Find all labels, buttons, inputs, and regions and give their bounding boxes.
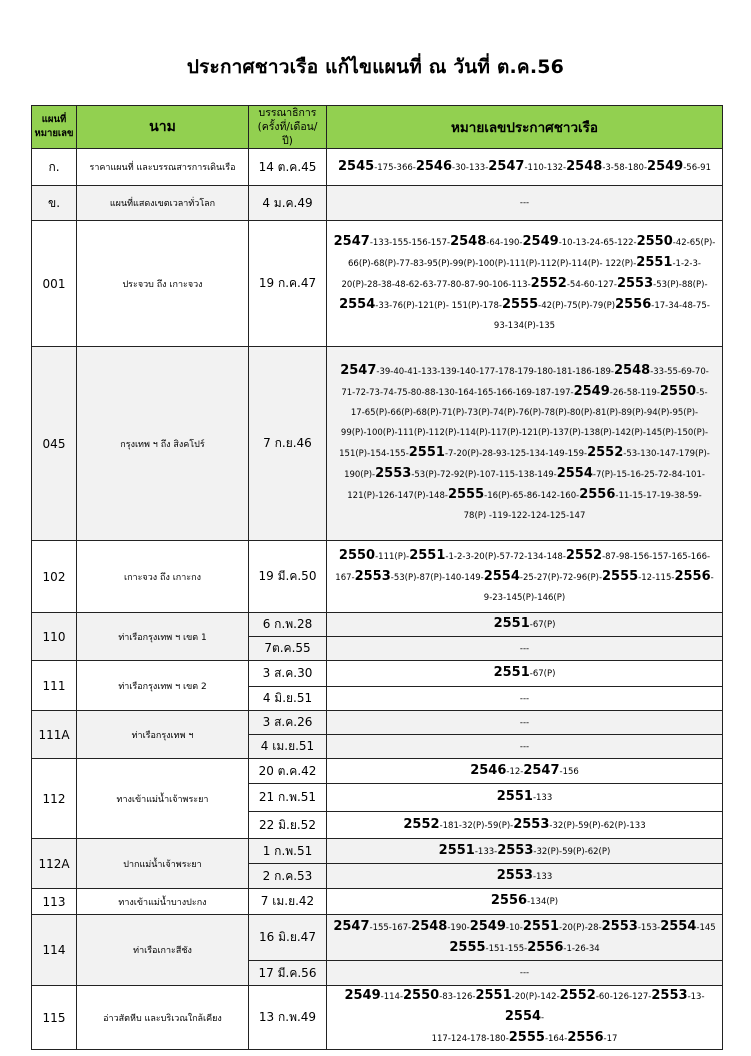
notice-numbers-cell xyxy=(327,812,723,839)
notice-year: 2549 xyxy=(573,384,610,399)
map-number: ก. xyxy=(32,149,77,186)
notice-table xyxy=(31,105,723,1050)
table-row xyxy=(32,221,723,347)
map-number: 115 xyxy=(32,986,77,1050)
notice-numbers: --- xyxy=(519,968,530,978)
notice-year: 2546 xyxy=(470,762,507,778)
notice-year: 2554 xyxy=(483,568,520,584)
notice-numbers-cell xyxy=(327,864,723,889)
notice-numbers: -151-155- xyxy=(485,943,528,954)
notice-numbers-cell xyxy=(327,759,723,784)
notice-numbers: -10-13-24-65-122- xyxy=(558,237,637,248)
map-number: 102 xyxy=(32,541,77,613)
notice-numbers: -83-126- xyxy=(439,992,476,1002)
notice-numbers-cell xyxy=(327,149,723,186)
notice-year: 2550 xyxy=(403,988,440,1003)
notice-numbers: - xyxy=(541,1013,545,1023)
notice-numbers: -26-58-119- xyxy=(609,388,660,398)
map-number: 113 xyxy=(32,889,77,915)
notice-numbers: -1-26-34 xyxy=(563,943,600,954)
notice-numbers-cell xyxy=(327,915,723,961)
notice-numbers: -7(P)-15-16-25-72-84-101- xyxy=(592,470,705,480)
notice-line xyxy=(331,464,718,485)
notice-line xyxy=(331,316,718,336)
notice-year: 2555 xyxy=(447,487,485,502)
notice-line xyxy=(331,443,718,464)
edition-date: 20 ต.ค.42 xyxy=(249,759,327,784)
notice-numbers: -5- xyxy=(696,388,708,398)
notice-year: 2547 xyxy=(333,233,370,249)
notice-numbers: -60-126-127- xyxy=(595,992,652,1002)
notice-numbers: 117-124-178-180- xyxy=(431,1034,509,1044)
notice-year: 2554 xyxy=(339,296,376,312)
notice-year: 2549 xyxy=(469,918,506,934)
chart-name: ท่าเรือกรุงเทพ ฯ xyxy=(77,711,249,759)
notice-year: 2553 xyxy=(496,867,533,883)
notice-year: 2548 xyxy=(450,233,487,249)
map-number: ข. xyxy=(32,186,77,221)
notice-numbers: 78(P) -119-122-124-125-147 xyxy=(463,511,586,521)
notice-line xyxy=(331,193,718,213)
edition-date: 14 ต.ค.45 xyxy=(249,149,327,186)
notice-year: 2547 xyxy=(488,158,525,174)
notice-numbers: -20(P)-142- xyxy=(511,992,560,1002)
notice-numbers: --- xyxy=(519,693,530,704)
notice-numbers: 66(P)-68(P)-77-83-95(P)-99(P)-100(P)-111(P)-112(P)-114(P)- 122(P)- xyxy=(348,258,637,269)
notice-numbers: -10- xyxy=(505,922,523,933)
notice-numbers-cell xyxy=(327,784,723,812)
notice-year: 2550 xyxy=(659,384,697,399)
notice-numbers: 151(P)-154-155- xyxy=(339,449,409,459)
edition-date: 17 มี.ค.56 xyxy=(249,961,327,986)
edition-date: 4 มิ.ย.51 xyxy=(249,687,327,711)
notice-line xyxy=(331,689,718,709)
map-number: 111 xyxy=(32,661,77,711)
edition-date: 19 ก.ค.47 xyxy=(249,221,327,347)
notice-numbers: --- xyxy=(519,741,530,752)
notice-line xyxy=(331,787,718,808)
table-row xyxy=(32,186,723,221)
notice-numbers: --- xyxy=(519,198,530,208)
chart-name: ท่าเรือกรุงเทพ ฯ เขต 1 xyxy=(77,613,249,661)
notice-numbers: -1-2-3- xyxy=(672,258,701,269)
notice-numbers: 93-134(P)-135 xyxy=(493,320,556,331)
notice-year: 2553 xyxy=(375,466,412,481)
table-row xyxy=(32,889,723,915)
notice-line xyxy=(331,423,718,443)
edition-date: 21 ก.พ.51 xyxy=(249,784,327,812)
notice-numbers: -42(P)-75(P)-79(P) xyxy=(538,300,616,311)
chart-name: เกาะจวง ถึง เกาะกง xyxy=(77,541,249,613)
notice-year: 2555 xyxy=(508,1030,545,1045)
notice-numbers: -3-58-180- xyxy=(602,162,648,173)
table-row xyxy=(32,613,723,637)
notice-numbers: -53(P)-72-92(P)-107-115-138-149- xyxy=(411,470,557,480)
map-number: 111A xyxy=(32,711,77,759)
chart-name: ปากแม่น้ำเจ้าพระยา xyxy=(77,839,249,889)
table-row xyxy=(32,759,723,784)
edition-date: 4 เม.ย.51 xyxy=(249,735,327,759)
map-number: 110 xyxy=(32,613,77,661)
notice-year: 2550 xyxy=(636,233,673,249)
notice-year: 2554 xyxy=(556,466,593,481)
notice-line xyxy=(331,815,718,836)
notice-numbers-cell xyxy=(327,961,723,986)
notice-numbers: -53(P)-87(P)-140-149- xyxy=(390,572,484,583)
notice-line xyxy=(331,253,718,274)
notice-numbers: 20(P)-28-38-48-62-63-77-80-87-90-106-113- xyxy=(341,279,531,290)
notice-line xyxy=(331,274,718,295)
notice-line xyxy=(331,614,718,635)
notice-numbers-cell xyxy=(327,839,723,864)
notice-numbers-cell xyxy=(327,711,723,735)
notice-numbers: -164- xyxy=(544,1034,568,1044)
table-row xyxy=(32,711,723,735)
notice-line xyxy=(331,737,718,757)
notice-numbers: -181-32(P)-59(P)- xyxy=(439,820,514,831)
notice-year: 2556 xyxy=(527,939,564,955)
edition-date: 7ต.ค.55 xyxy=(249,637,327,661)
notice-line xyxy=(331,713,718,733)
edition-date: 22 มิ.ย.52 xyxy=(249,812,327,839)
notice-numbers: -1-2-3-20(P)-57-72-134-148- xyxy=(445,551,566,562)
notice-numbers: -53(P)-88(P)- xyxy=(653,279,708,290)
notice-numbers: 9-23-145(P)-146(P) xyxy=(483,592,566,603)
notice-numbers: -53-130-147-179(P)- xyxy=(623,449,710,459)
map-number: 112A xyxy=(32,839,77,889)
notice-numbers: -134(P) xyxy=(527,897,559,907)
notice-line xyxy=(331,403,718,423)
notice-line xyxy=(331,588,718,608)
chart-name: แผนที่แสดงเขตเวลาทั่วโลก xyxy=(77,186,249,221)
notice-numbers: -190- xyxy=(447,922,470,933)
notice-year: 2555 xyxy=(602,568,639,584)
notice-numbers: -56-91 xyxy=(683,162,711,173)
notice-numbers: -67(P) xyxy=(529,669,556,679)
notice-year: 2553 xyxy=(601,918,638,934)
notice-year: 2552 xyxy=(403,816,440,832)
notice-numbers: -133 xyxy=(532,793,553,803)
notice-numbers-cell xyxy=(327,637,723,661)
notice-line xyxy=(331,546,718,567)
notice-year: 2553 xyxy=(616,275,654,291)
notice-year: 2554 xyxy=(660,918,697,934)
notice-numbers-cell xyxy=(327,186,723,221)
notice-numbers: 167- xyxy=(335,572,355,583)
notice-year: 2552 xyxy=(559,988,596,1003)
edition-date: 4 ม.ค.49 xyxy=(249,186,327,221)
notice-line xyxy=(331,917,718,938)
edition-date: 3 ส.ค.30 xyxy=(249,661,327,687)
header-notices: หมายเลขประกาศชาวเรือ xyxy=(327,106,723,149)
notice-year: 2556 xyxy=(674,568,711,584)
notice-numbers: 99(P)-100(P)-111(P)-112(P)-114(P)-117(P)-121(P)-137(P)-138(P)-142(P)-145(P)-150(P)- xyxy=(340,428,709,438)
notice-numbers: -39-40-41-133-139-140-177-178-179-180-181-186-189- xyxy=(376,367,615,377)
notice-year: 2548 xyxy=(411,918,448,934)
notice-year: 2551 xyxy=(493,616,530,631)
notice-year: 2556 xyxy=(490,893,528,908)
notice-numbers: -133 xyxy=(532,871,553,882)
chart-name: ท่าเรือกรุงเทพ ฯ เขต 2 xyxy=(77,661,249,711)
notice-year: 2554 xyxy=(504,1009,542,1024)
notice-line xyxy=(331,963,718,983)
notice-numbers-cell xyxy=(327,613,723,637)
notice-year: 2551 xyxy=(636,254,673,270)
notice-line xyxy=(331,986,718,1028)
edition-date: 2 ก.ค.53 xyxy=(249,864,327,889)
notice-year: 2556 xyxy=(615,296,652,312)
notice-year: 2553 xyxy=(497,842,534,858)
notice-line xyxy=(331,841,718,862)
notice-line xyxy=(331,567,718,588)
notice-year: 2547 xyxy=(523,762,560,778)
notice-year: 2552 xyxy=(587,445,624,460)
notice-year: 2551 xyxy=(496,789,533,804)
notice-numbers: -156 xyxy=(559,766,579,777)
notice-year: 2549 xyxy=(522,233,559,249)
notice-numbers-cell xyxy=(327,221,723,347)
table-row xyxy=(32,149,723,186)
notice-numbers-cell xyxy=(327,889,723,915)
notice-line xyxy=(331,382,718,403)
notice-numbers: -33-55-69-70- xyxy=(650,367,709,377)
notice-numbers: -87-98-156-157-165-166- xyxy=(602,551,711,562)
notice-year: 2547 xyxy=(333,918,370,934)
notice-year: 2551 xyxy=(408,445,445,460)
notice-numbers: -67(P) xyxy=(529,620,556,630)
notice-year: 2555 xyxy=(449,939,486,955)
notice-numbers-cell xyxy=(327,541,723,613)
table-row xyxy=(32,915,723,961)
notice-numbers: - xyxy=(710,572,714,583)
notice-year: 2555 xyxy=(501,296,539,312)
edition-date: 7 ก.ย.46 xyxy=(249,347,327,541)
notice-numbers: -25-27(P)-72-96(P)- xyxy=(519,572,603,583)
notice-numbers-cell xyxy=(327,347,723,541)
notice-numbers-cell xyxy=(327,986,723,1050)
notice-numbers: -13- xyxy=(687,992,705,1002)
notice-numbers: -12-115- xyxy=(638,572,675,583)
notice-numbers: -111(P)- xyxy=(375,551,410,562)
edition-date: 6 ก.พ.28 xyxy=(249,613,327,637)
notice-line xyxy=(331,891,718,912)
notice-numbers: 71-72-73-74-75-80-88-130-164-165-166-169-187-197- xyxy=(341,388,574,398)
notice-line xyxy=(331,639,718,659)
notice-year: 2552 xyxy=(565,547,603,563)
notice-numbers: -7-20(P)-28-93-125-134-149-159- xyxy=(444,449,588,459)
header-name: นาม xyxy=(77,106,249,149)
notice-line xyxy=(331,232,718,253)
notice-year: 2556 xyxy=(567,1030,604,1045)
notice-year: 2552 xyxy=(530,275,567,291)
map-number: 045 xyxy=(32,347,77,541)
notice-numbers: -145 xyxy=(696,922,716,933)
notice-numbers: -11-15-17-19-38-59- xyxy=(615,491,702,501)
notice-numbers: -175-366- xyxy=(374,162,416,173)
notice-numbers: -32(P)-59(P)-62(P)-133 xyxy=(549,820,646,831)
notice-numbers: --- xyxy=(519,643,530,654)
notice-line xyxy=(331,295,718,316)
notice-line xyxy=(331,761,718,782)
notice-line xyxy=(331,663,718,684)
notice-numbers: -153- xyxy=(637,922,661,933)
notice-numbers: -133- xyxy=(474,846,498,857)
table-row xyxy=(32,986,723,1050)
notice-year: 2549 xyxy=(344,988,381,1003)
notice-year: 2550 xyxy=(338,547,376,563)
notice-year: 2551 xyxy=(409,547,446,563)
notice-year: 2549 xyxy=(647,158,684,174)
table-row xyxy=(32,839,723,864)
notice-numbers: -33-76(P)-121(P)- 151(P)-178- xyxy=(375,300,502,311)
notice-numbers: -54-60-127- xyxy=(566,279,617,290)
notice-year: 2547 xyxy=(340,363,377,378)
chart-name: กรุงเทพ ฯ ถึง สิงคโปร์ xyxy=(77,347,249,541)
header-edition: บรรณาธิการ (ครั้งที่/เดือน/ ปี) xyxy=(249,106,327,149)
notice-numbers: -32(P)-59(P)-62(P) xyxy=(533,846,611,857)
notice-year: 2551 xyxy=(475,988,512,1003)
page-title: ประกาศชาวเรือ แก้ไขแผนที่ ณ วันที่ ต.ค.56 xyxy=(186,56,565,78)
table-row xyxy=(32,347,723,541)
notice-numbers: --- xyxy=(519,717,530,728)
notice-line xyxy=(331,938,718,959)
map-number: 112 xyxy=(32,759,77,839)
chart-name: ท่าเรือเกาะสีชัง xyxy=(77,915,249,986)
notice-year: 2551 xyxy=(493,665,530,680)
notice-numbers: -20(P)-28- xyxy=(559,922,602,933)
edition-date: 7 เม.ย.42 xyxy=(249,889,327,915)
edition-date: 1 ก.พ.51 xyxy=(249,839,327,864)
notice-line xyxy=(331,485,718,506)
notice-numbers: -110-132- xyxy=(524,162,567,173)
chart-name: อ่าวสัตหีบ และบริเวณใกล้เคียง xyxy=(77,986,249,1050)
map-number: 114 xyxy=(32,915,77,986)
notice-numbers: 121(P)-126-147(P)-148- xyxy=(347,491,448,501)
notice-year: 2556 xyxy=(579,487,616,502)
notice-line xyxy=(331,1028,718,1049)
edition-date: 3 ส.ค.26 xyxy=(249,711,327,735)
edition-date: 13 ก.พ.49 xyxy=(249,986,327,1050)
notice-numbers: -12- xyxy=(506,766,524,777)
notice-line xyxy=(331,157,718,178)
notice-year: 2551 xyxy=(522,918,560,934)
notice-numbers: -114- xyxy=(380,992,404,1002)
notice-numbers: -42-65(P)- xyxy=(672,237,716,248)
notice-year: 2551 xyxy=(438,842,475,858)
notice-numbers: -64-190- xyxy=(486,237,523,248)
notice-numbers-cell xyxy=(327,735,723,759)
table-row xyxy=(32,541,723,613)
notice-year: 2545 xyxy=(338,158,375,174)
notice-year: 2548 xyxy=(614,363,651,378)
notice-numbers: -155-167- xyxy=(369,922,412,933)
notice-year: 2548 xyxy=(566,158,603,174)
notice-year: 2553 xyxy=(513,816,550,832)
table-row xyxy=(32,661,723,687)
edition-date: 16 มิ.ย.47 xyxy=(249,915,327,961)
notice-year: 2546 xyxy=(415,158,453,174)
notice-numbers: 190(P)- xyxy=(344,470,376,480)
notice-line xyxy=(331,866,718,887)
chart-name: ประจวบ ถึง เกาะจวง xyxy=(77,221,249,347)
notice-line xyxy=(331,361,718,382)
notice-numbers-cell xyxy=(327,687,723,711)
notice-numbers: -17-34-48-75- xyxy=(651,300,710,311)
notice-numbers: 17-65(P)-66(P)-68(P)-71(P)-73(P)-74(P)-76(P)-78(P)-80(P)-81(P)-89(P)-94(P)-95(P)- xyxy=(350,408,699,418)
edition-date: 19 มี.ค.50 xyxy=(249,541,327,613)
map-number: 001 xyxy=(32,221,77,347)
notice-numbers: -17 xyxy=(603,1034,618,1044)
notice-numbers: -30-133- xyxy=(452,162,489,173)
notice-year: 2553 xyxy=(651,988,688,1003)
notice-numbers-cell xyxy=(327,661,723,687)
chart-name: ทางเข้าแม่น้ำบางปะกง xyxy=(77,889,249,915)
notice-numbers: -16(P)-65-86-142-160- xyxy=(484,491,580,501)
notice-year: 2553 xyxy=(354,568,391,584)
chart-name: ราคาแผนที่ และบรรณสารการเดินเรือ xyxy=(77,149,249,186)
notice-line xyxy=(331,506,718,526)
header-map-no: แผนที่ หมายเลข xyxy=(32,106,77,149)
notice-numbers: -133-155-156-157- xyxy=(369,237,451,248)
chart-name: ทางเข้าแม่น้ำเจ้าพระยา xyxy=(77,759,249,839)
